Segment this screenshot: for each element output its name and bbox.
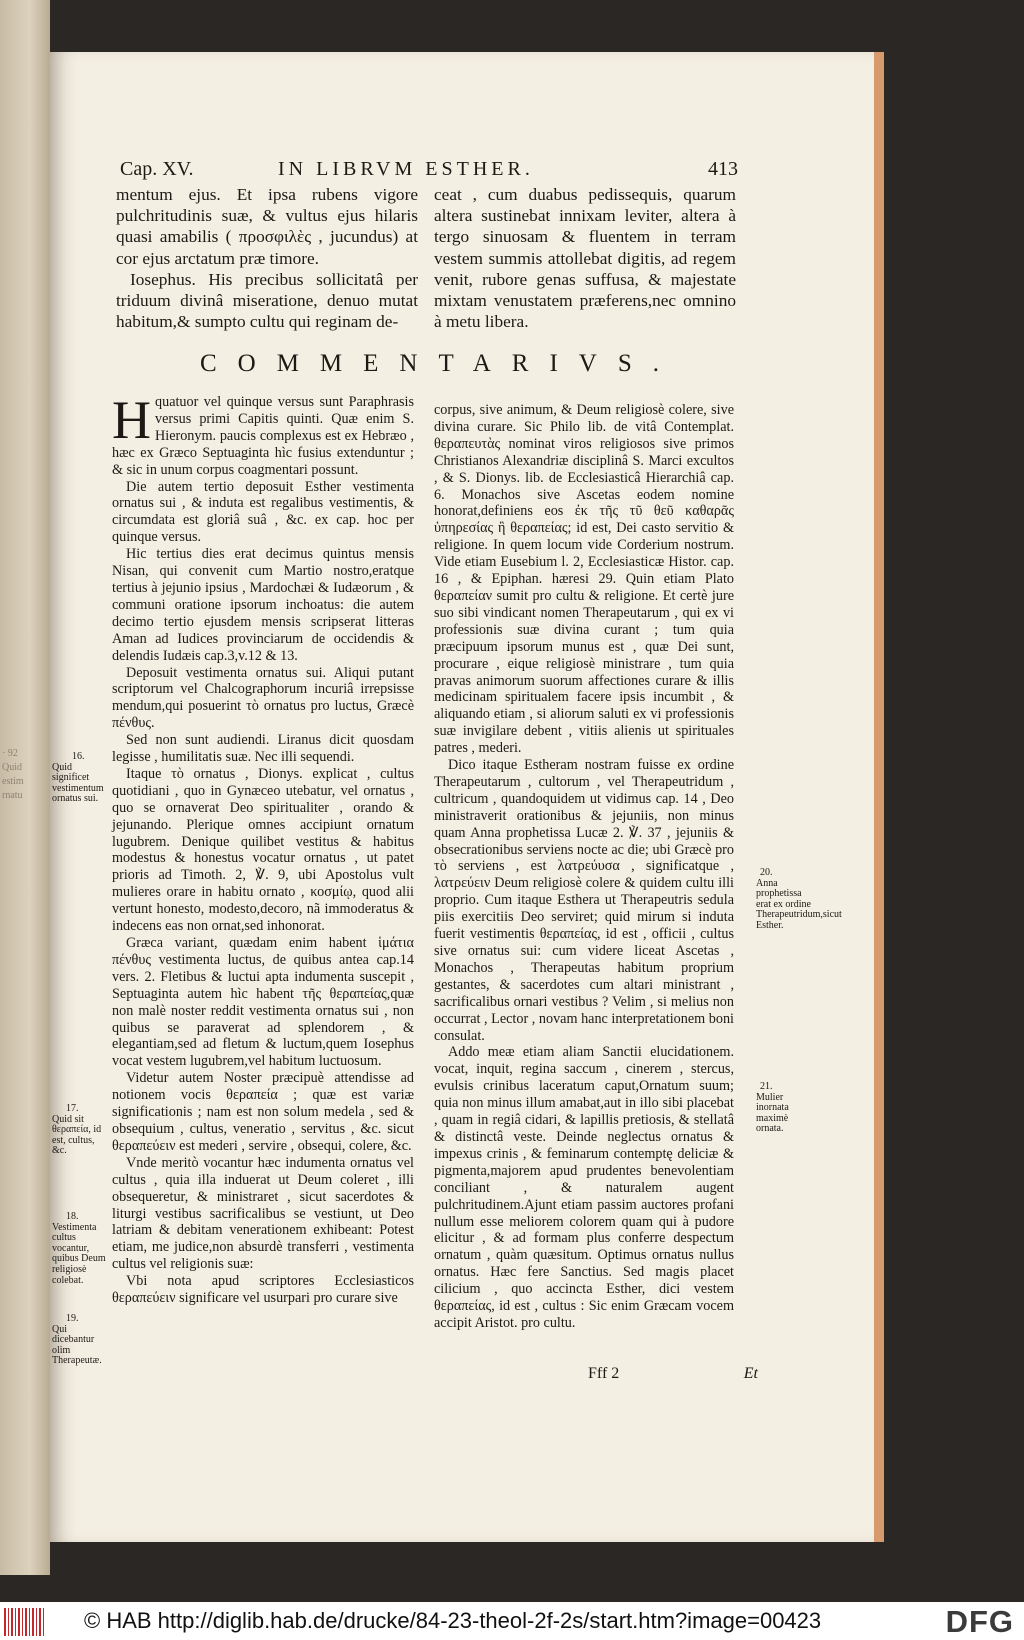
paragraph: Dico itaque Estheram nostram fuisse ex ordine Therapeutarum , cultorum , vel Therapeutridum , cultricum , quandoquidem ut vidimus cap. 14 , Deo ministraverit orationibus & jejuniis, non minus quam Anna prophetissa Lucæ 2. ℣. 37 , jejuniis & obsecrationibus serviens nocte ac die; ubi Græcè pro τὸ serviens , est λατρεύυσα , significatque , λατρεύειν Deum religiosè colere & quidem cultu illi proprio. Cum itaque Esthera ut Therapeutris sedula piis exercitiis Deo serviret; quid mirum si induta fuerit vestimentis θεραπείας, id est , officii , cultus sive ornatus sui: cum videre liceat Ascetas , Monachos , Therapeutas habitum proprium gestantes, & sacerdotes cum altari ministrant , sacrificalibus ornari vestibus ? Velim , si melius non occurrat , Lector , novam hanc interpretationem boni consulat. bbox=[434, 757, 734, 1044]
paragraph: Addo meæ etiam aliam Sanctii elucidationem. vocat, inquit, regina saccum , cinerem , stercus, evulsis crinibus laceratum caput,Ornatum suum; quia non minus illum amabat,aut in illo sibi placebat , quam in regiâ cidari, & lapillis pretiosis, & stellatâ & distinctâ veste. Deinde neglectus ornatus & impexus crinis , & feminarum contemptę deliciæ & pigmenta,majorem apud prudentes benevolentiam conciliant , & naturalem augent pulchritudinem.Ajunt etiam passim auctores profani nullum esse meliorem colorem quam qui à pudore elicitur , & ad formam plus conferre despectum ornatum , quàm quæsitum. Optimus ornatus nullus ornatus. Hæc fere Sanctius. Sed magis placet cilicium , quo accincta Esther, dici vestem θεραπείας, id est , cultus : Sic enim Græcam vocem accipit Aristot. pro cultu. bbox=[434, 1044, 734, 1331]
margin-note-text: Mulier inornata maximè ornata. bbox=[756, 1091, 789, 1135]
margin-note-text: Quid sit θεραπεία, id est, cultus, &c. bbox=[52, 1113, 102, 1157]
facing-page-ghost-text: estim bbox=[2, 776, 24, 787]
paragraph: Hic tertius dies erat decimus quintus mensis Nisan, qui convenit cum Martio nostro,eratque tertius à jejunio ipsius , Mardochæi & Iudæorum , & communi oratione ipsorum inchoatus: die autem decimo tertio ejusdem mensis scripserat litteras Aman ad Iudices provinciarum de occidendis & delendis Iudæis cap.3,v.12 & 13. bbox=[112, 546, 414, 664]
paragraph: Deposuit vestimenta ornatus sui. Aliqui putant scriptorum vel Chalcographorum incuriâ irrepsisse mendum,qui posuerint τὸ ornatus pro luctus, Græcè πένθυς. bbox=[112, 664, 414, 732]
paragraph: Græca variant, quædam enim habent ἱμάτια πένθυς vestimenta luctus, de quibus antea cap.14 vers. 2. Fletibus & luctui apta indumenta suscepit , Septuaginta autem hìc habent τῆς θεραπείας,quæ non malè noster reddit vestimenta ornatus sui , non quibus se paraverat ad splendorem , & elegantiam,sed ad fletum & luctum,quem Iosephus vocat vestem lugubrem,vel habitum luctuosum. bbox=[112, 935, 414, 1070]
margin-note-text: Qui dicebantur olim Therapeutæ. bbox=[52, 1323, 102, 1367]
margin-note-text: Quid significet vestimentum ornatus sui. bbox=[52, 761, 104, 805]
dfg-logo: DFG bbox=[945, 1604, 1014, 1639]
margin-note bbox=[756, 867, 842, 932]
page-number: 413 bbox=[708, 158, 738, 180]
paragraph: mentum ejus. Et ipsa rubens vigore pulchritudinis suæ, & vultus ejus hilaris quasi amabilis ( προσφιλὲς , jucundus) at cor ejus arctatum præ timore. bbox=[116, 185, 418, 268]
paragraph: corpus, sive animum, & Deum religiosè colere, sive divina curare. Sic Philo lib. de vitâ Contemplat. θεραπευτὰς nominat viros religiosos sive primos Christianos Alexandriæ disciplinâ S. Marci excultos , & S. Dionys. lib. de Ecclesiasticâ Hierarchiâ cap. 6. Monachos sive Ascetas eodem nomine honorat,definiens eos ἐκ τῆς τῦ θεῦ καθαρᾶς ὑπηρεσίας ἢ θεραπείας; id est, Dei casto servitio & religione. In quem locum vide Corderium nostrum. Vide etiam Eusebium l. 2, Ecclesiasticæ Histor. cap. 16 , & Epiphan. hæresi 29. Quin etiam Plato θεραπείαν sumit pro cultu & religione. Et certè jure suo sibi vindicant nomen Therapeutarum , qui ex vi professionis suæ divina curant ; tum quia præcipuum ipsorum munus est , quæ Dei sunt, procurare , eique religiosè ministrare , tum quia pravas animorum suorum affectiones curare & illis medicinam spiritualem facere ipsis incumbit , & aliquando etiam , si aliorum saluti ex vi professionis suæ invigilare debent , vitiis alienis ut spirituales patres , mederi. bbox=[434, 402, 734, 757]
margin-note-number: 18. bbox=[66, 1211, 79, 1222]
top-text-right-column bbox=[434, 184, 736, 332]
margin-note bbox=[52, 752, 108, 805]
margin-note-number: 20. bbox=[760, 867, 773, 878]
paragraph-text: quatuor vel quinque versus sunt Paraphrasis versus primi Capitis quinti. Quæ enim S. Hieronym. paucis complexus est ex Hebræo , hæc ex Græco Septuaginta hìc fusius extenduntur ; & sic in unum corpus coagmentari possunt. bbox=[112, 394, 414, 478]
margin-note-text: Vestimenta cultus vocantur, quibus Deum religiosè colebat. bbox=[52, 1221, 106, 1286]
facing-page-ghost-text: Quid bbox=[2, 762, 22, 773]
margin-note bbox=[52, 1314, 108, 1367]
source-link[interactable]: © HAB http://diglib.hab.de/drucke/84-23-theol-2f-2s/start.htm?image=00423 bbox=[84, 1608, 822, 1633]
margin-note-number: 19. bbox=[66, 1313, 79, 1324]
margin-note bbox=[52, 1212, 108, 1286]
commentary-right-column bbox=[434, 402, 734, 1332]
paragraph: Videtur autem Noster præcipuè attendisse ad notionem vocis θεραπεία ; quæ est variæ significationis ; nam est non solum medela , sed & obsequium , cultus, veneratio , servitus , &c. sicut θεραπεύειν est mederi , servire , obsequi, colere, &c. bbox=[112, 1070, 414, 1154]
margin-note-text: Anna prophetissa erat ex ordine Therapeutridum,sicut Esther. bbox=[756, 877, 842, 931]
paragraph: Vnde meritò vocantur hæc indumenta ornatus vel cultus , quia illa induerat ut Deum coleret , illi obsequeretur, & ministraret , sicut sacerdotes & liturgi vestibus sacrificalibus se vestiunt, ut Deo latriam & debitam venerationem exhibeant: Potest etiam, me judice,non absurdè transferri , vestimenta cultus vel religionis suæ: bbox=[112, 1154, 414, 1273]
paragraph: Vbi nota apud scriptores Ecclesiasticos θεραπεύειν significare vel usurpari pro curare sive bbox=[112, 1273, 414, 1307]
margin-note-number: 21. bbox=[760, 1081, 773, 1092]
page-signature-line bbox=[588, 1365, 758, 1383]
facing-page-ghost-text: rnatu bbox=[2, 790, 23, 801]
top-text-left-column bbox=[116, 184, 418, 332]
paragraph: Sed non sunt audiendi. Liranus dicit quosdam legisse , humilitatis suæ. Nec illi sequendi. bbox=[112, 732, 414, 766]
signature-mark: Fff 2 bbox=[588, 1365, 620, 1382]
barcode-icon bbox=[4, 1608, 46, 1636]
margin-note-number: 17. bbox=[66, 1103, 79, 1114]
drop-cap: H bbox=[112, 390, 151, 450]
paragraph: Die autem tertio deposuit Esther vestimenta ornatus sui , & induta est regalibus vestimentis, & circumdata est gloriâ suâ , &c. ex cap. hoc per quinque versus. bbox=[112, 478, 414, 546]
paragraph bbox=[112, 390, 414, 479]
paragraph: Itaque τὸ ornatus , Dionys. explicat , cultus quotidiani , quo in Gynæceo utebatur, vel ornatus , quo se ornaverat Deo spiritualiter , orando & jejunando. Plerique omnes accipiunt ornatum lugubrem. Denique quilibet vestitus & habitus modestus & honestus vocatur ornatus , ut patet prioris ad Timoth. 2, ℣. 9, ubi Apostolus vult mulieres orare in habitu ornato , κοσμίῳ, quod alii vertunt honesto, modesto,decoro, nã immoderatus & indecens eas non ornat,sed inhonorat. bbox=[112, 765, 414, 935]
facing-page-ghost-text: · 92 bbox=[2, 748, 18, 759]
viewer-footer bbox=[0, 1602, 1024, 1640]
book-title: IN LIBRVM ESTHER. bbox=[278, 158, 534, 180]
margin-note bbox=[756, 1082, 818, 1135]
chapter-label: Cap. XV. bbox=[120, 158, 194, 180]
commentary-left-column bbox=[112, 390, 414, 1307]
paragraph: ceat , cum duabus pedissequis, quarum altera sustinebat innixam leviter, altera à tergo sinuosam & fluentem in terram vestem summis attollebat digitis, ad regem venit, rubore genas suffusa, & majestate mixtam venustatem præferens,nec omnino à metu libera. bbox=[434, 185, 736, 332]
catchword: Et bbox=[743, 1365, 758, 1382]
margin-note bbox=[52, 1104, 108, 1157]
facing-page-edge bbox=[0, 0, 50, 1575]
section-heading: COMMENTARIVS. bbox=[199, 350, 681, 377]
margin-note-number: 16. bbox=[72, 751, 85, 762]
paragraph: Iosephus. His precibus sollicitatâ per triduum divinâ miseratione, denuo mutat habitum,& sumpto cultu qui reginam de- bbox=[116, 269, 418, 332]
